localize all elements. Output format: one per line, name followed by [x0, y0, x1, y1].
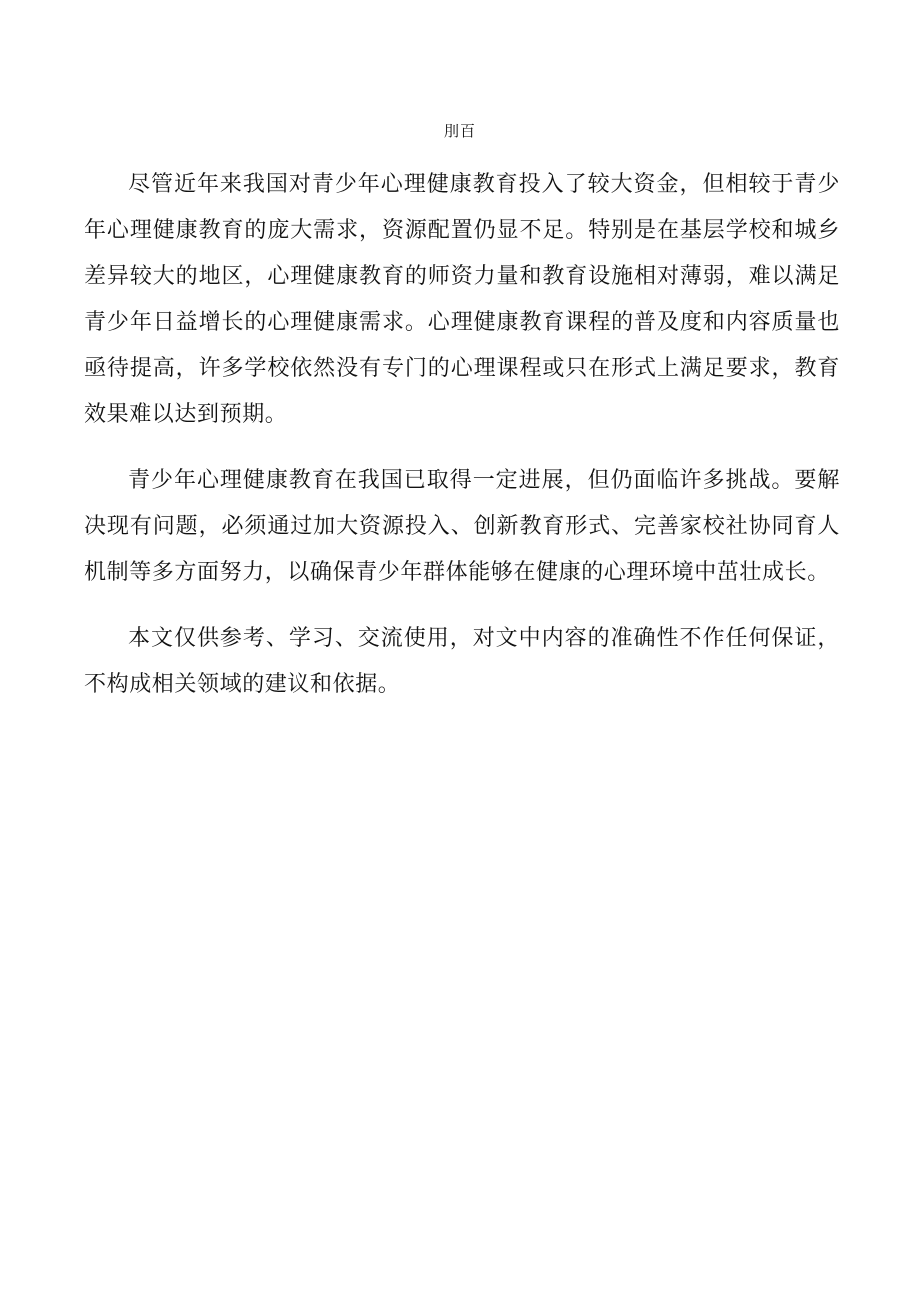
paragraph-2: 青少年心理健康教育在我国已取得一定进展，但仍面临许多挑战。要解决现有问题，必须通过加大资源投入、创新教育形式、完善家校社协同育人机制等多方面努力，以确保青少年群体能够在健康的心理环境中茁壮成长。 [84, 468, 840, 585]
paragraph-1: 尽管近年来我国对青少年心理健康教育投入了较大资金，但相较于青少年心理健康教育的庞大需求，资源配置仍显不足。特别是在基层学校和城乡差异较大的地区，心理健康教育的师资力量和教育设施相对薄弱，难以满足青少年日益增长的心理健康需求。心理健康教育课程的普及度和内容质量也亟待提高，许多学校依然没有专门的心理课程或只在形式上满足要求，教育效果难以达到预期。 [84, 172, 840, 427]
page-heading: 刖百 [443, 122, 476, 140]
paragraph-3: 本文仅供参考、学习、交流使用，对文中内容的准确性不作任何保证，不构成相关领域的建议和依据。 [84, 626, 840, 697]
body-text [84, 162, 840, 728]
